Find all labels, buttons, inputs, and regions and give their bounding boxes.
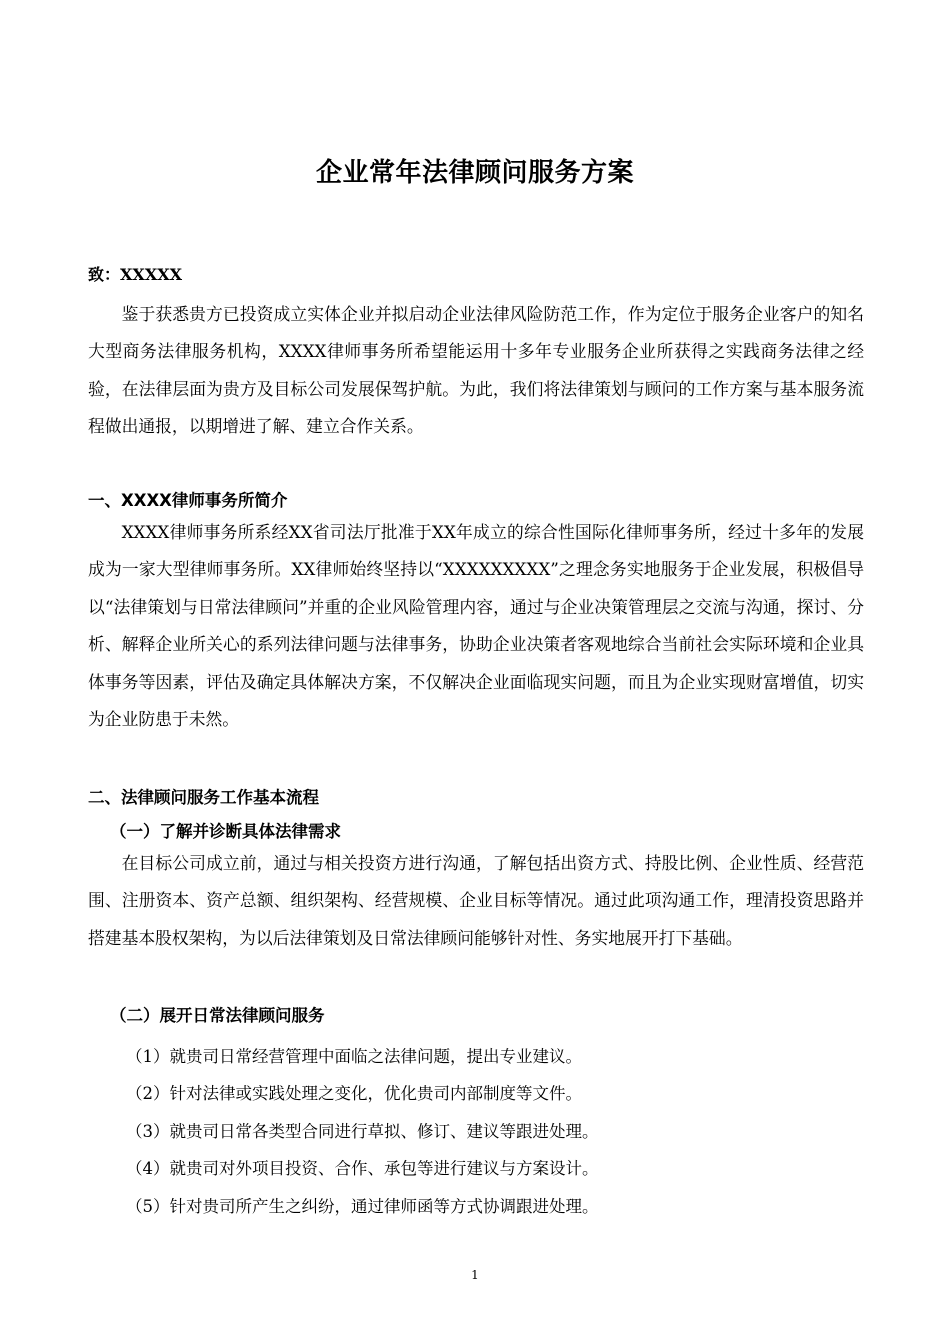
- intro-paragraph: 鉴于获悉贵方已投资成立实体企业并拟启动企业法律风险防范工作，作为定位于服务企业客户的知名大型商务法律服务机构，XXXX律师事务所希望能运用十多年专业服务企业所获得之实践商务法律之经验，在法律层面为贵方及目标公司发展保驾护航。为此，我们将法律策划与顾问的工作方案与基本服务流程做出通报，以期增进了解、建立合作关系。: [88, 304, 864, 437]
- subsection-1-paragraph: 在目标公司成立前，通过与相关投资方进行沟通，了解包括出资方式、持股比例、企业性质、经营范围、注册资本、资产总额、组织架构、经营规模、企业目标等情况。通过此项沟通工作，理清投资思路并搭建基本股权架构，为以后法律策划及日常法律顾问能够针对性、务实地展开打下基础。: [88, 853, 864, 948]
- list-item: （1）就贵司日常经营管理中面临之法律问题，提出专业建议。: [126, 1047, 582, 1066]
- list-item: （5）针对贵司所产生之纠纷，通过律师函等方式协调跟进处理。: [126, 1196, 599, 1216]
- page-number: 1: [471, 1268, 479, 1282]
- section-1-heading: 一、XXXX律师事务所简介: [88, 491, 288, 510]
- section-2-heading: 二、法律顾问服务工作基本流程: [88, 788, 319, 807]
- subsection-2-heading: （二）展开日常法律顾问服务: [110, 1006, 325, 1025]
- section-1-paragraph: XXXX律师事务所系经XX省司法厅批准于XX年成立的综合性国际化律师事务所，经过十多年的发展成为一家大型律师事务所。XX律师始终坚持以“XXXXXXXXX”之理念务实地服务于企业发展，积极倡导以“法律策划与日常法律顾问”并重的企业风险管理内容，通过与企业决策管理层之交流与沟通，探讨、分析、解释企业所关心的系列法律问题与法律事务，协助企业决策者客观地综合当前社会实际环境和企业具体事务等因素，评估及确定具体解决方案，不仅解决企业面临现实问题，而且为企业实现财富增值，切实为企业防患于未然。: [88, 522, 864, 730]
- addressee-line: 致：XXXXX: [88, 265, 183, 284]
- list-item: （4）就贵司对外项目投资、合作、承包等进行建议与方案设计。: [126, 1159, 599, 1179]
- subsection-1-heading: （一）了解并诊断具体法律需求: [110, 822, 341, 841]
- list-item: （2）针对法律或实践处理之变化，优化贵司内部制度等文件。: [126, 1084, 582, 1104]
- document-title: 企业常年法律顾问服务方案: [315, 158, 634, 188]
- service-list: [126, 1038, 599, 1225]
- list-item: （3）就贵司日常各类型合同进行草拟、修订、建议等跟进处理。: [126, 1121, 599, 1141]
